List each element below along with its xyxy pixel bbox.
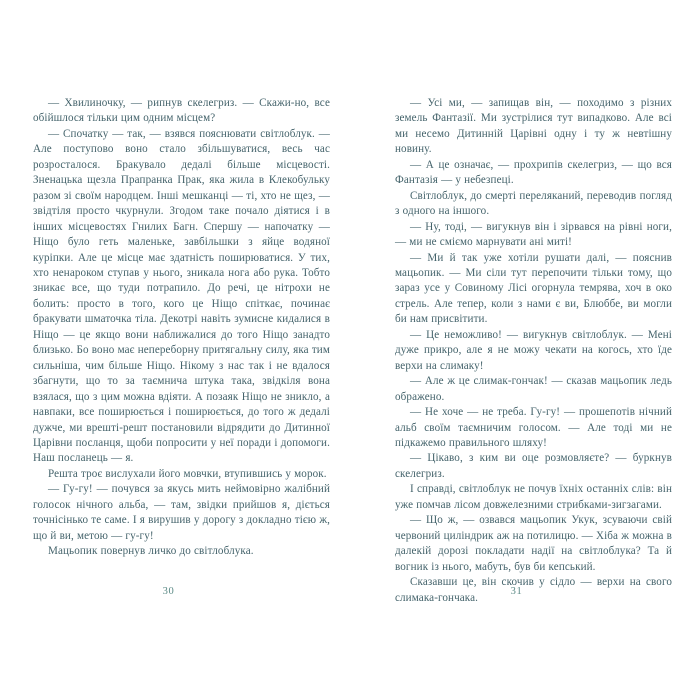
- right-page-text: [395, 96, 672, 606]
- paragraph: — Цікаво, з ким ви оце розмовляєте? — буркнув скелегриз.: [395, 452, 672, 480]
- paragraph: — Але ж це слимак-гончак! — сказав мацьопик ледь ображено.: [395, 375, 672, 403]
- paragraph: — Хвилиночку, — рипнув скелегриз. — Скажи-но, все обійшлося тільки цим одним місцем?: [33, 97, 330, 125]
- paragraph: — Що ж, — озвався мацьопик Укук, зсуваючи свій червоний циліндрик аж на потилицю. — Хіба ж можна в далекій дорозі покладати надії на світлоблука? Та й вогник із нього, мабуть, був би кепський.: [395, 514, 672, 573]
- paragraph: — Гу-гу! — почувся за якусь мить неймовірно жалібний голосок нічного альба, — там, звідки прийшов я, діється точнісінько те саме. І я вирушив у дорогу з докладно тією ж, що й ви, метою — гу-гу!: [33, 483, 330, 542]
- paragraph: — Це неможливо! — вигукнув світлоблук. — Мені дуже прикро, але я не можу чекати на когось, хто їде верхи на слимаку!: [395, 328, 672, 372]
- page-number-left: 30: [162, 586, 175, 597]
- paragraph: Мацьопик повернув личко до світлоблука.: [47, 545, 254, 558]
- paragraph: Сказавши це, він скочив у сідло — верхи на свого слимака-гончака.: [395, 576, 672, 604]
- paragraph: — Ми й так уже хотіли рушати далі, — пояснив мацьопик. — Ми сіли тут перепочити тільки тому, що зараз усе у Совиному Лісі огорнула темрява, хоч в око стрель. Але тепер, коли з нами є ви, Блюббе, ви могли би нам присвітити.: [395, 251, 672, 326]
- right-page: [350, 0, 700, 700]
- paragraph: — Спочатку — так, — взявся пояснювати світлоблук. — Але поступово воно стало збільшуватися, весь час розросталося. Бракувало дедалі більше місцевості. Зненацька щезла Прапранка Прак, яка жила в Клекобульку разом зі своїм народцем. Інші мешканці — ті, хто не щез, — звідтіля просто чкурнули. Згодом таке почало діятися і в інших місцевостях Гнилих Багн. Спершу — напочатку — Ніщо було геть маленьке, завбільшки з яйце водяної куріпки. Але це місце має здатність поширюватися. У тих, хто ненароком ступав у нього, зникала нога або рука. Тобто зникає все, що туди потрапило. До речі, це нітрохи не болить: просто в того, кого це Ніщо спіткає, починає бракувати шматочка тіла. Декотрі навіть зумисне кидалися в Ніщо — це якщо вони наближалися до того Ніщо занадто близько. Бо воно має непереборну притягальну силу, яка тим сильніша, чим більше Ніщо. Нікому з нас так і не вдалося збагнути, що то за таємнича штука така, звідкіля вона взялася, що з цим можна вдіяти. А позаяк Ніщо не зникло, а навпаки, все поширюється і поширюється, до того ж дедалі дужче, ми врешті-решт постановили відрядити до Дитинної Царівни посланця, щоби попросити у неї поради і допомоги. Наш посланець — я.: [33, 127, 330, 465]
- paragraph: І справді, світлоблук не почув їхніх останніх слів: він уже помчав лісом довжелезними стрибками-зигзагами.: [395, 483, 672, 511]
- left-page-text: [33, 96, 330, 560]
- paragraph: — Ну, тоді, — вигукнув він і зірвався на рівні ноги, — ми не сміємо марнувати ані миті!: [395, 220, 672, 249]
- paragraph: — А це означає, — прохрипів скелегриз, — що вся Фантазія — у небезпеці.: [395, 158, 672, 187]
- paragraph: Світлоблук, до смерті переляканий, переводив погляд з одного на іншого.: [395, 189, 672, 218]
- page-number-right: 31: [510, 586, 523, 597]
- paragraph: — Усі ми, — запищав він, — походимо з різних земель Фантазії. Ми зустрілися тут випадково. Але всі ми несемо Дитинній Царівні одну і ту ж невтішну новину.: [395, 97, 672, 156]
- paragraph: — Не хоче — не треба. Гу-гу! — прошепотів нічний альб своїм таємничим голосом. — Але тоді ми не підкажемо правильного шляху!: [395, 406, 672, 449]
- paragraph: Решта троє вислухали його мовчки, втупившись у морок.: [47, 467, 327, 480]
